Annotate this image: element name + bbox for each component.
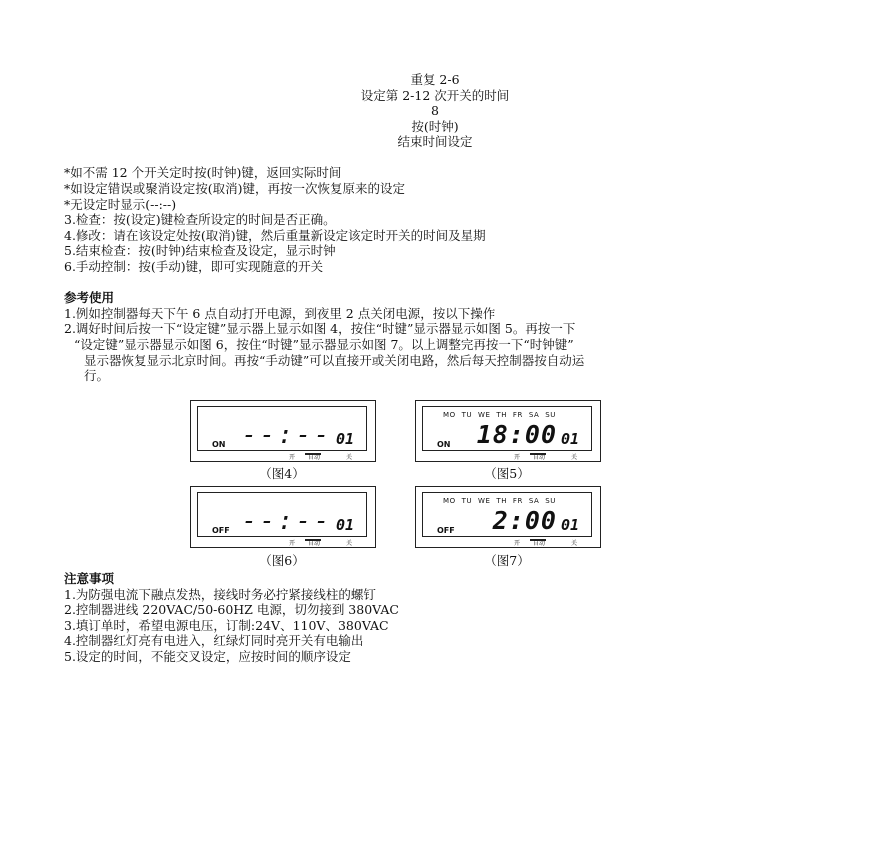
label-on: 开 <box>514 540 521 547</box>
on-off-indicator: ON <box>212 440 226 449</box>
step-line-4: 按(时钟) <box>411 119 459 134</box>
note-line: 5.结束检查：按(时钟)结束检查及设定，显示时钟 <box>64 243 336 258</box>
label-auto: 自动 <box>533 540 546 547</box>
label-auto: 自动 <box>533 454 546 461</box>
note-line: 6.手动控制：按(手动)键，即可实现随意的开关 <box>64 259 324 274</box>
lcd-screen <box>197 406 367 451</box>
note-line: 3.检查：按(设定)键检查所设定的时间是否正确。 <box>64 212 336 227</box>
weekday-row: MO TU WE TH FR SA SU <box>443 411 557 419</box>
caution-line: 1.为防强电流下融点发热，接线时务必拧紧接线柱的螺钉 <box>64 587 376 602</box>
step-line-5: 结束时间设定 <box>397 134 473 149</box>
lcd-screen <box>197 492 367 537</box>
label-on: 开 <box>289 454 296 461</box>
note-line: *如设定错误或聚消设定按(取消)键，再按一次恢复原来的设定 <box>64 181 406 196</box>
reference-heading: 参考使用 <box>64 290 115 305</box>
figure-caption: （图4） <box>259 466 305 481</box>
time-digits: --:-- <box>241 506 332 535</box>
weekday-row: MO TU WE TH FR SA SU <box>443 497 557 505</box>
label-auto: 自动 <box>308 454 321 461</box>
on-off-indicator: OFF <box>212 526 230 535</box>
time-digits: 2:00 <box>492 506 557 535</box>
note-line: *如不需 12 个开关定时按(时钟)键，返回实际时间 <box>64 165 342 180</box>
caution-line: 2.控制器进线 220VAC/50-60HZ 电源，切勿接到 380VAC <box>64 602 399 617</box>
lcd-figure-7 <box>415 486 601 548</box>
lcd-figure-5 <box>415 400 601 462</box>
on-off-indicator: OFF <box>437 526 455 535</box>
label-off: 关 <box>346 454 353 461</box>
time-digits: 18:00 <box>476 420 557 449</box>
on-off-indicator: ON <box>437 440 451 449</box>
program-number: 01 <box>335 516 354 534</box>
program-number: 01 <box>335 430 354 448</box>
step-line-1: 重复 2-6 <box>410 72 460 87</box>
reference-line: 显示器恢复显示北京时间。再按“手动键”可以直接开或关闭电路，然后每天控制器按自动运 <box>84 353 585 368</box>
label-on: 开 <box>289 540 296 547</box>
cautions-heading: 注意事项 <box>64 571 115 586</box>
figure-caption: （图7） <box>484 553 530 568</box>
reference-line: 2.调好时间后按一下“设定键”显示器上显示如图 4，按住“时键”显示器显示如图 5。再按一下 <box>64 321 576 336</box>
label-on: 开 <box>514 454 521 461</box>
label-auto: 自动 <box>308 540 321 547</box>
figure-caption: （图6） <box>259 553 305 568</box>
program-number: 01 <box>560 516 579 534</box>
time-digits: --:-- <box>241 420 332 449</box>
reference-line: 1.例如控制器每天下午 6 点自动打开电源，到夜里 2 点关闭电源，按以下操作 <box>64 306 496 321</box>
note-line: *无设定时显示(--:--) <box>64 197 177 212</box>
label-off: 关 <box>346 540 353 547</box>
step-line-2: 设定第 2-12 次开关的时间 <box>360 88 510 103</box>
label-off: 关 <box>571 454 578 461</box>
lcd-screen <box>422 492 592 537</box>
lcd-figure-4 <box>190 400 376 462</box>
lcd-screen <box>422 406 592 451</box>
reference-line: “设定键”显示器显示如图 6，按住“时键”显示器显示如图 7。以上调整完再按一下“时钟键” <box>74 337 574 352</box>
figure-caption: （图5） <box>484 466 530 481</box>
reference-line: 行。 <box>84 368 110 383</box>
caution-line: 5.设定的时间，不能交叉设定，应按时间的顺序设定 <box>64 649 351 664</box>
caution-line: 4.控制器红灯亮有电进入，红绿灯同时亮开关有电输出 <box>64 633 364 648</box>
program-number: 01 <box>560 430 579 448</box>
label-off: 关 <box>571 540 578 547</box>
step-line-3: 8 <box>431 103 439 118</box>
caution-line: 3.填订单时，希望电源电压，订制:24V、110V、380VAC <box>64 618 389 633</box>
note-line: 4.修改：请在该设定处按(取消)键，然后重量新设定该定时开关的时间及星期 <box>64 228 486 243</box>
lcd-figure-6 <box>190 486 376 548</box>
